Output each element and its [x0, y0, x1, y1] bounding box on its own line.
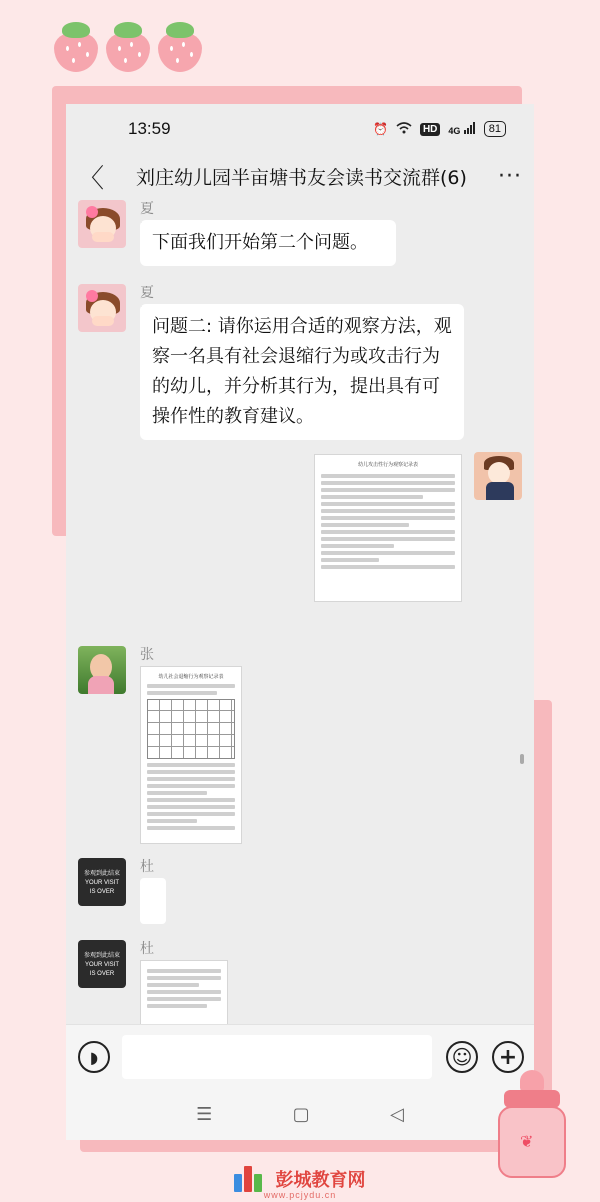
message-list[interactable]	[66, 198, 534, 1024]
image-message[interactable]	[314, 454, 462, 602]
chat-header	[66, 154, 534, 198]
image-message[interactable]	[140, 878, 166, 924]
document-title: 幼儿社会退缩行为观察记录表	[158, 674, 224, 680]
voice-icon[interactable]: ◗	[78, 1041, 110, 1073]
site-logo-icon	[234, 1166, 264, 1192]
signal-4g-icon: 4G	[448, 122, 475, 137]
strawberry-icon	[52, 18, 100, 74]
message-bubble[interactable]: 问题二: 请你运用合适的观察方法，观察一名具有社会退缩行为或攻击行为的幼儿，并分析其行为，提出具有可操作性的教育建议。	[140, 304, 464, 440]
status-bar	[66, 104, 534, 154]
scrollbar[interactable]	[520, 754, 524, 764]
sender-name: 夏	[140, 285, 154, 301]
sender-name: 夏	[140, 201, 154, 217]
image-message[interactable]	[140, 960, 228, 1024]
message-bubble[interactable]: 下面我们开始第二个问题。	[140, 220, 396, 266]
menu-nav-button[interactable]: ☰	[196, 1103, 213, 1125]
site-name: 彭城教育网	[275, 1170, 366, 1191]
strawberry-icon	[156, 18, 204, 74]
wifi-icon	[396, 122, 412, 137]
status-time: 13:59	[128, 119, 171, 138]
home-nav-button[interactable]: ▢	[292, 1103, 310, 1125]
battery-icon: 81	[484, 121, 506, 137]
site-watermark	[0, 1166, 600, 1200]
system-nav-bar	[66, 1088, 534, 1140]
avatar[interactable]: 参观到此结束 YOUR VISIT IS OVER	[78, 940, 126, 988]
avatar[interactable]	[474, 452, 522, 500]
alarm-icon: ⏰	[372, 122, 388, 136]
more-options-button[interactable]: ···	[498, 163, 522, 189]
plus-icon[interactable]: +	[492, 1041, 524, 1073]
strawberry-decorations	[52, 18, 204, 74]
image-message[interactable]	[140, 666, 242, 844]
emoji-icon[interactable]: ☺	[446, 1041, 478, 1073]
avatar[interactable]	[78, 200, 126, 248]
avatar[interactable]	[78, 646, 126, 694]
phone-screenshot	[66, 104, 534, 1140]
back-button[interactable]: 〈	[78, 163, 105, 194]
chat-title: 刘庄幼儿园半亩塘书友会读书交流群(6)	[136, 166, 467, 189]
input-bar	[66, 1024, 534, 1088]
avatar[interactable]: 参观到此结束 YOUR VISIT IS OVER	[78, 858, 126, 906]
back-nav-button[interactable]: ◁	[389, 1103, 404, 1125]
status-icons	[373, 121, 506, 137]
sender-name: 杜	[140, 941, 154, 957]
sender-name: 张	[140, 647, 154, 663]
strawberry-icon	[104, 18, 152, 74]
message-input[interactable]	[122, 1035, 432, 1079]
avatar[interactable]	[78, 284, 126, 332]
site-url: www.pcjydu.cn	[263, 1190, 337, 1200]
hd-icon: HD	[420, 123, 440, 136]
document-title: 幼儿攻击性行为观察记录表	[357, 462, 418, 468]
baby-bottle-decoration: ❦	[490, 1070, 574, 1180]
sender-name: 杜	[140, 859, 154, 875]
